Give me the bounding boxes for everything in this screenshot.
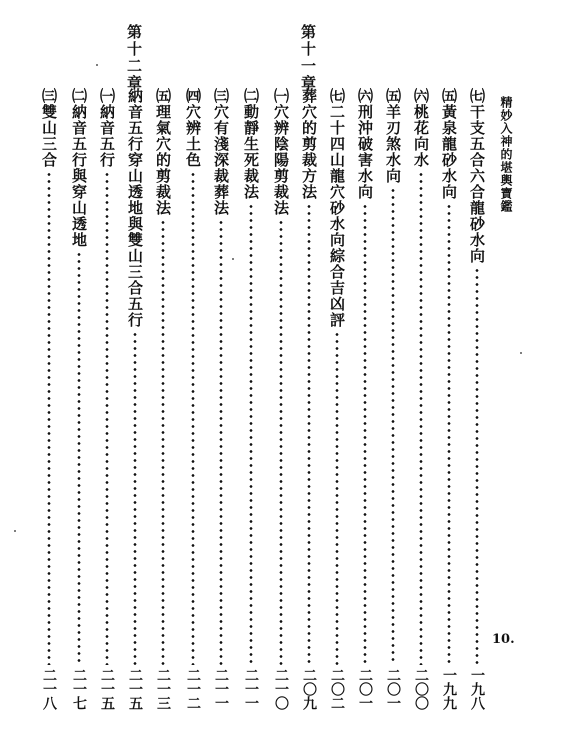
toc-entry-label: ㈤羊刃煞水向 [384, 88, 402, 184]
toc-entry[interactable] [38, 88, 60, 710]
toc-entry[interactable] [210, 88, 232, 710]
dot-leader [133, 331, 137, 665]
toc-entry-page: 二一五 [127, 668, 143, 710]
toc-entry[interactable] [466, 88, 488, 710]
toc-entry-page: 二〇〇 [413, 668, 429, 710]
chapter-12-heading: 第十二章 [125, 24, 143, 92]
dot-leader [105, 171, 109, 665]
toc-entry-label: 葬穴的剪裁方法 [300, 88, 318, 200]
scan-speck [520, 352, 522, 354]
dot-leader [77, 251, 81, 665]
toc-entry-page: 二一三 [155, 668, 171, 710]
toc-entry-label: ㈢穴有淺深裁葬法 [212, 88, 230, 216]
toc-entry-page: 二一一 [213, 668, 229, 710]
toc-entry-label: ㈢雙山三合 [40, 88, 58, 168]
toc-entry-page: 二一八 [41, 668, 57, 710]
dot-leader [161, 219, 165, 665]
toc-entry-page: 二一七 [71, 668, 87, 710]
dot-leader [307, 203, 311, 665]
toc-entry-label: ㈤黃泉龍砂水向 [440, 88, 458, 200]
toc-entry[interactable] [152, 88, 174, 710]
toc-entry[interactable] [270, 88, 292, 710]
dot-leader [219, 219, 223, 665]
toc-entry-page: 二一〇 [273, 668, 289, 710]
toc-entry[interactable] [382, 88, 404, 710]
toc-entry-label: ㈦二十四山龍穴砂水向綜合吉凶評 [328, 88, 346, 328]
toc-entry-label: ㈤理氣穴的剪裁法 [154, 88, 172, 216]
dot-leader [363, 203, 367, 665]
dot-leader [475, 267, 479, 665]
toc-entry[interactable] [124, 88, 146, 710]
toc-entry-label: ㈡動靜生死裁法 [242, 88, 260, 200]
scan-speck [14, 530, 16, 532]
dot-leader [279, 219, 283, 665]
toc-entry[interactable] [96, 88, 118, 710]
toc-entry-label: ㈠穴辨陰陽剪裁法 [272, 88, 290, 216]
scan-speck [232, 258, 234, 260]
dot-leader [419, 171, 423, 665]
toc-entry[interactable] [240, 88, 262, 710]
page-number: 10. [492, 632, 515, 647]
dot-leader [391, 187, 395, 665]
toc-entry-page: 二〇二 [329, 668, 345, 710]
scan-speck [96, 64, 98, 66]
toc-entry-label: 納音五行穿山透地與雙山三合五行 [126, 88, 144, 328]
toc-entry[interactable] [182, 88, 204, 710]
dot-leader [447, 203, 451, 665]
dot-leader [335, 331, 339, 665]
toc-entry[interactable] [438, 88, 460, 710]
toc-entry-label: ㈠納音五行 [98, 88, 116, 168]
dot-leader [249, 203, 253, 665]
toc-entry-label: ㈦干支五合六合龍砂水向 [468, 88, 486, 264]
toc-entry-label: ㈣穴辨土色 [184, 88, 202, 168]
toc-entry-page: 二〇九 [301, 668, 317, 710]
toc-entry[interactable] [298, 88, 320, 710]
toc-entry[interactable] [68, 88, 90, 710]
toc-entry-page: 二一一 [243, 668, 259, 710]
toc-entry-label: ㈥桃花向水 [412, 88, 430, 168]
toc-entry[interactable] [410, 88, 432, 710]
toc-entry-label: ㈥刑沖破害水向 [356, 88, 374, 200]
toc-entry-label: ㈡納音五行與穿山透地 [70, 88, 88, 248]
toc-entry[interactable] [326, 88, 348, 710]
chapter-11-heading: 第十一章 [299, 24, 317, 92]
toc-entry-page: 二一五 [99, 668, 115, 710]
toc-entry-page: 二一二 [185, 668, 201, 710]
toc-entry[interactable] [354, 88, 376, 710]
dot-leader [191, 171, 195, 665]
toc-entry-page: 一九八 [469, 668, 485, 710]
dot-leader [47, 171, 51, 665]
book-title-header: 精妙入神的堪輿寶鑑 [499, 96, 513, 213]
toc-entry-page: 二〇一 [357, 668, 373, 710]
toc-entry-page: 二〇一 [385, 668, 401, 710]
toc-entry-page: 一九九 [441, 668, 457, 710]
